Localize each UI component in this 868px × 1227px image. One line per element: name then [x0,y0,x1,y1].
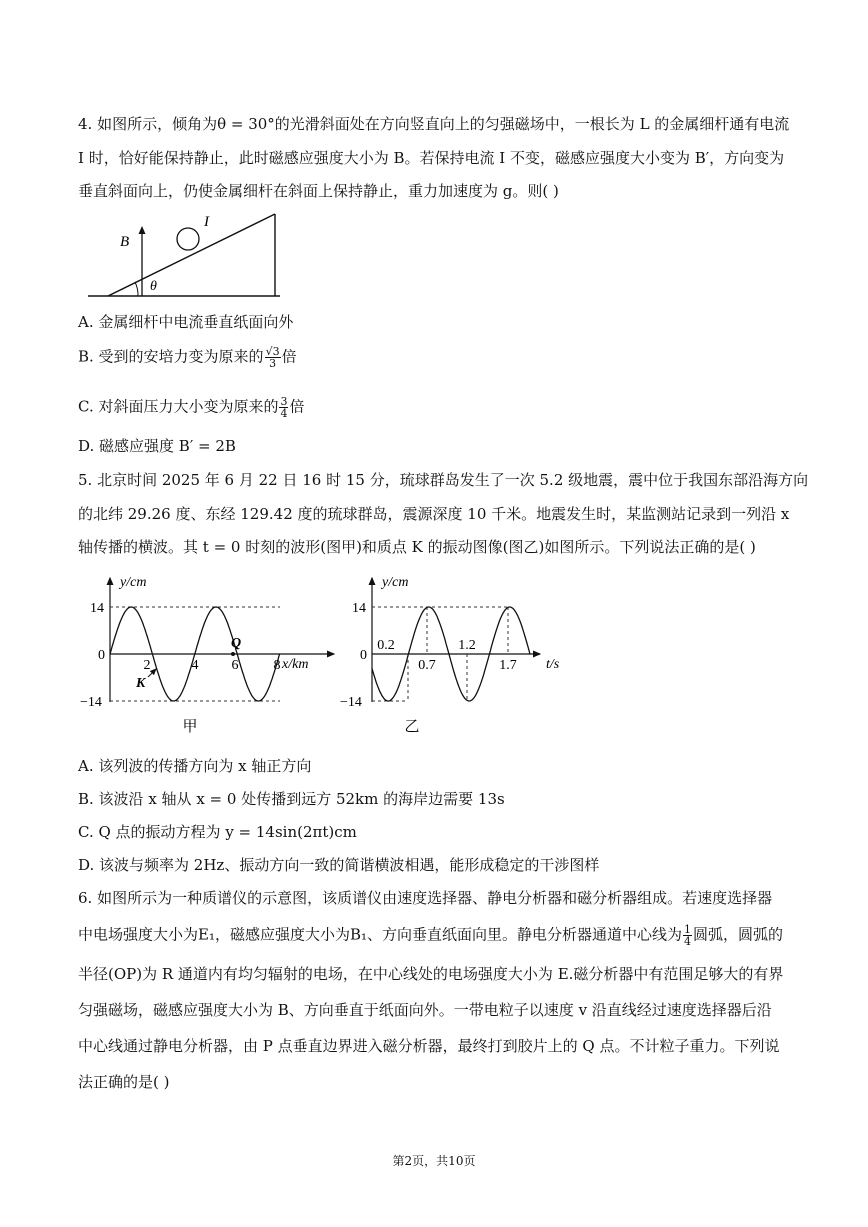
t-tick-1.2: 1.2 [458,638,476,653]
x-tick-4: 4 [191,658,199,673]
q6-stem-line-6: 法正确的是( ) [78,1073,170,1091]
q4-stem-line-2: I 时，恰好能保持静止，此时磁感应强度大小为 B。若保持电流 I 不变，磁感应强度大小变为 B′，方向变为 [78,149,785,167]
angle-arc [135,282,138,296]
q4-incline-figure [80,212,290,304]
y-label: y/cm [120,575,147,590]
q6-stem-line-2: 中电场强度大小为E₁，磁感应强度大小为B₁、方向垂直纸面向里。静电分析器通道中心线为 $\frac{1}{4}$ 圆弧，圆弧的 [78,923,784,948]
y-tick-bottom: −14 [80,695,102,710]
q6-stem-line-3: 半径(OP)为 R 通道内有均匀辐射的电场，在中心线处的电场强度大小为 E.磁分析器中有范围足够大的有界 [78,965,784,983]
metal-rod-cross-section [177,228,199,250]
q5-option-d: D. 该波与频率为 2Hz、振动方向一致的简谐横波相遇，能形成稳定的干涉图样 [78,856,600,874]
caption-yi: 乙 [404,719,420,735]
page-footer: 第2页，共10页 [392,1154,476,1168]
q5-stem-line-1: 5. 北京时间 2025 年 6 月 22 日 16 时 15 分，琉球群岛发生了一次 5.2 级地震，震中位于我国东部沿海方向 [78,471,809,489]
t-tick-0.2: 0.2 [377,638,395,653]
q4-option-c: C. 对斜面压力大小变为原来的 $\frac{3}{4}$ 倍 [78,395,305,420]
q6-stem-line-4: 匀强磁场，磁感应强度大小为 B、方向垂直于纸面向外。一带电粒子以速度 v 沿直线经过速度选择器后沿 [78,1001,772,1019]
q4-stem-line-1: 4. 如图所示，倾角为θ = 30°的光滑斜面处在方向竖直向上的匀强磁场中，一根长为 L 的金属细杆通有电流 [78,115,790,133]
q5-stem-line-2: 的北纬 29.26 度、东经 129.42 度的琉球群岛，震源深度 10 千米。地震发生时，某监测站记录到一列沿 x [78,505,790,523]
caption-jia: 甲 [182,719,198,735]
q4-option-b: B. 受到的安培力变为原来的 $\frac{√3}{3}$ 倍 [78,345,297,370]
x-tick-6: 6 [231,658,239,673]
label-q: Q [231,636,242,651]
q5-option-b: B. 该波沿 x 轴从 x = 0 处传播到远方 52km 的海岸边需要 13s [78,790,505,808]
incline-surface [108,214,275,296]
t-label: t/s [546,657,560,672]
q4-option-d: D. 磁感应强度 B′ = 2B [78,437,236,455]
point-q [231,652,235,656]
x-tick-8: 8 [273,658,281,673]
field-arrowhead [139,226,146,234]
y-tick-zero: 0 [360,648,367,663]
y-tick-top: 14 [90,601,104,616]
q5-stem-line-3: 轴传播的横波。其 t = 0 时刻的波形(图甲)和质点 K 的振动图像(图乙)如图所示。下列说法正确的是( ) [78,538,756,556]
q4-stem-line-3: 垂直斜面向上，仍使金属细杆在斜面上保持静止，重力加速度为 g。则( ) [78,182,559,200]
q5-option-a: A. 该列波的传播方向为 x 轴正方向 [78,757,312,775]
q6-stem-line-1: 6. 如图所示为一种质谱仪的示意图，该质谱仪由速度选择器、静电分析器和磁分析器组成。若速度选择器 [78,889,773,907]
q5-figure-vibration [330,570,590,740]
label-k: K [136,676,146,691]
y-tick-top: 14 [352,601,366,616]
q5-figure-wave [72,570,342,740]
label-I: I [204,214,209,230]
x-tick-2: 2 [143,658,151,673]
label-theta: θ [150,279,157,294]
q5-option-c: C. Q 点的振动方程为 y = 14sin(2πt)cm [78,823,357,841]
y-tick-zero: 0 [98,648,105,663]
t-tick-0.7: 0.7 [418,658,436,673]
y-label: y/cm [382,575,409,590]
q6-stem-line-5: 中心线通过静电分析器，由 P 点垂直边界进入磁分析器，最终打到胶片上的 Q 点。不计粒子重力。下列说 [78,1037,780,1055]
q4-option-a: A. 金属细杆中电流垂直纸面向外 [78,313,294,331]
y-tick-bottom: −14 [340,695,362,710]
x-label: x/km [282,657,309,672]
t-tick-1.7: 1.7 [499,658,517,673]
label-B: B [120,234,130,250]
